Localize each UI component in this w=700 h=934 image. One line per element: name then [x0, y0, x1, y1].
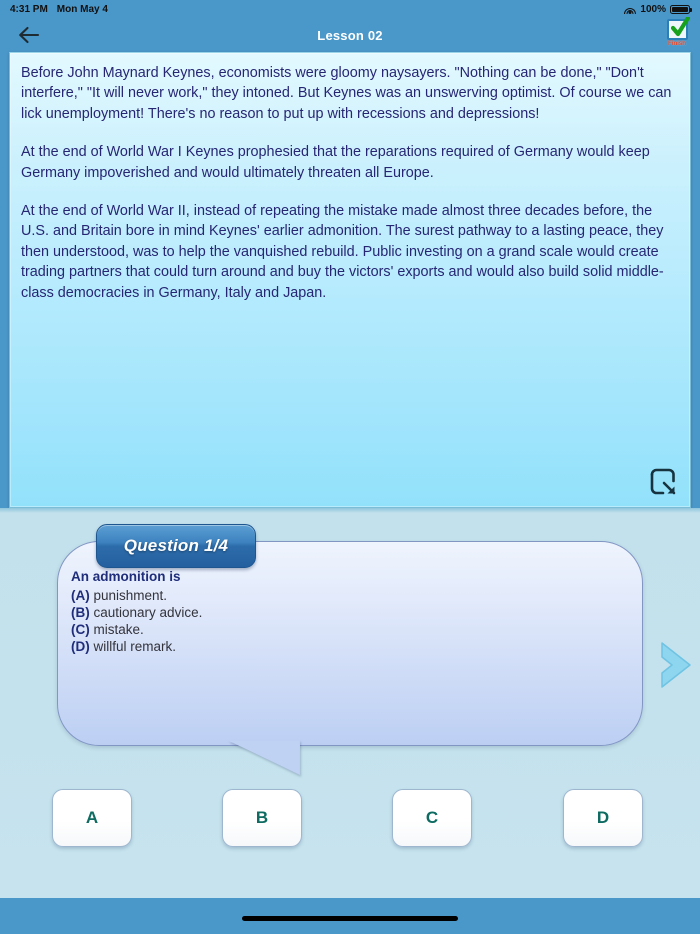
question-option-a[interactable] — [71, 587, 591, 604]
nav-bar — [0, 18, 700, 52]
battery-percent-label: 100% — [640, 3, 666, 15]
option-text: mistake. — [93, 622, 144, 637]
answer-button-label: A — [85, 808, 99, 827]
answer-buttons-row — [0, 789, 700, 847]
answer-button-label: D — [596, 808, 610, 827]
home-indicator[interactable] — [242, 916, 458, 921]
answer-button-a[interactable] — [52, 789, 132, 847]
reading-text — [21, 63, 678, 303]
option-text: punishment. — [93, 588, 168, 603]
reading-panel — [9, 52, 691, 508]
answer-button-c[interactable] — [392, 789, 472, 847]
question-bubble-tail — [228, 740, 300, 775]
question-body — [71, 568, 591, 655]
expand-button[interactable] — [648, 467, 678, 497]
status-bar-right — [624, 4, 690, 15]
question-option-c[interactable] — [71, 621, 591, 638]
option-letter: (C) — [71, 622, 90, 637]
home-bar-area — [0, 898, 700, 934]
expand-icon — [648, 467, 678, 497]
status-date: Mon May 4 — [56, 3, 108, 15]
finish-button[interactable] — [660, 19, 694, 52]
option-text: cautionary advice. — [93, 605, 203, 620]
option-letter: (B) — [71, 605, 90, 620]
reading-paragraph: At the end of World War II, instead of repeating the mistake made almost three decades before, the U.S. and Britain bore in mind Keynes' earlier admonition. The surest pathway to a lasting peace, they then understood, was to help the vanquished rebuild. Public investing on a grand scale would create trading partners that could turn around and buy the victors' exports and would also build solid middle-class democracies in Germany, Italy and Japan. — [21, 203, 664, 301]
reading-paragraph: Before John Maynard Keynes, economists were gloomy naysayers. "Nothing can be done," "Don't interfere," "It will never work," they intoned. But Keynes was an unswerving optimist. Of course we can lick unemployment! There's no reason to put up with recessions and depressions! — [21, 65, 672, 122]
question-badge[interactable] — [96, 524, 256, 568]
checkmark-icon — [671, 17, 690, 39]
status-bar — [0, 0, 700, 18]
finish-label: Finish — [668, 40, 686, 47]
option-text: willful remark. — [93, 639, 177, 654]
battery-icon — [670, 5, 690, 14]
next-question-button[interactable] — [656, 639, 700, 691]
back-arrow-icon — [18, 26, 40, 44]
page-title: Lesson 02 — [317, 27, 383, 43]
question-stem: An admonition is — [71, 569, 181, 584]
question-option-d[interactable] — [71, 638, 591, 655]
wifi-icon — [624, 5, 636, 14]
answer-button-label: C — [425, 808, 439, 827]
answer-button-d[interactable] — [563, 789, 643, 847]
back-button[interactable] — [14, 22, 44, 48]
answer-button-b[interactable] — [222, 789, 302, 847]
reading-paragraph: At the end of World War I Keynes prophesied that the reparations required of Germany would keep Germany impoverished and would ultimately threaten all Europe. — [21, 144, 650, 181]
answer-button-label: B — [255, 808, 269, 827]
option-letter: (A) — [71, 588, 90, 603]
chevron-right-icon — [656, 639, 700, 691]
status-time: 4:31 PM — [10, 3, 48, 15]
status-bar-left — [10, 4, 108, 15]
finish-checkbox — [667, 19, 688, 40]
option-letter: (D) — [71, 639, 90, 654]
question-badge-label: Question 1/4 — [123, 536, 229, 555]
question-option-b[interactable] — [71, 604, 591, 621]
